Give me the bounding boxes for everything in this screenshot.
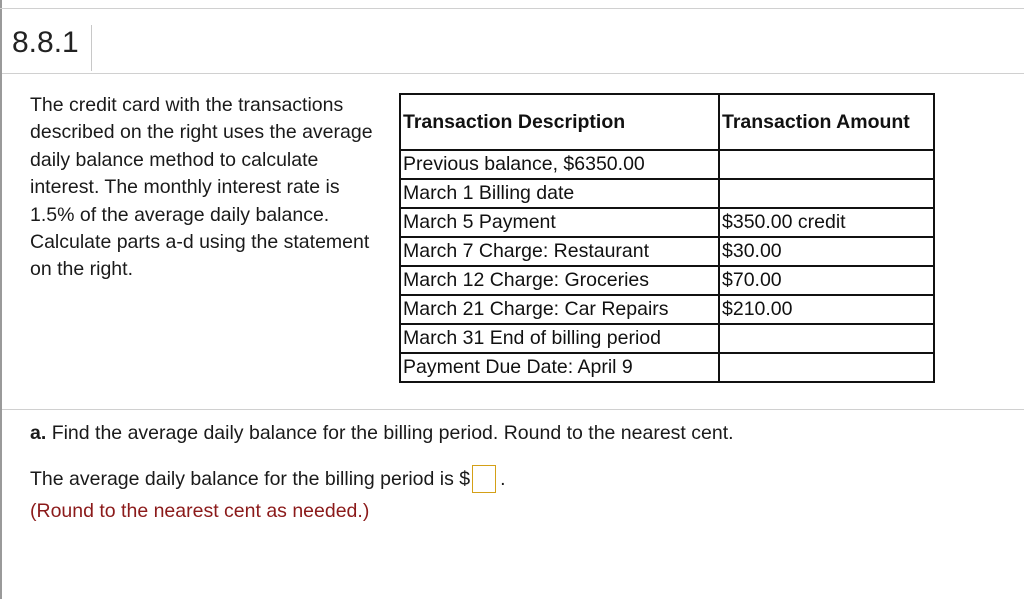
table-cell-amount: $210.00 [719, 295, 934, 324]
table-cell-amount [719, 324, 934, 353]
table-cell-amount: $30.00 [719, 237, 934, 266]
answer-input[interactable] [472, 465, 496, 493]
problem-intro-text: The credit card with the transactions described on the right uses the average daily balance method to calculate interest. The monthly interest rate is 1.5% of the average daily balance. Calculate parts a-d using the statement on the right. [30, 94, 373, 281]
column-header-description: Transaction Description [400, 94, 719, 150]
table-row [400, 208, 934, 237]
section-divider [2, 409, 1024, 410]
answer-suffix: . [500, 467, 506, 490]
table-cell-description: Previous balance, $6350.00 [400, 150, 719, 179]
answer-line [30, 465, 506, 493]
column-header-amount: Transaction Amount [719, 94, 934, 150]
table-row [400, 237, 934, 266]
table-row [400, 150, 934, 179]
table-cell-description: March 1 Billing date [400, 179, 719, 208]
table-cell-amount: $70.00 [719, 266, 934, 295]
answer-prefix: The average daily balance for the billing period is $ [30, 467, 471, 490]
part-a-question-text: Find the average daily balance for the billing period. Round to the nearest cent. [51, 422, 734, 444]
table-row [400, 266, 934, 295]
table-row [400, 324, 934, 353]
table-row [400, 353, 934, 382]
part-a-label: a. [30, 422, 47, 444]
part-a-question [30, 422, 734, 445]
table-cell-description: March 12 Charge: Groceries [400, 266, 719, 295]
table-header-row [400, 94, 934, 150]
transaction-table [399, 93, 935, 383]
table-cell-description: March 5 Payment [400, 208, 719, 237]
table-cell-amount [719, 179, 934, 208]
table-cell-description: March 21 Charge: Car Repairs [400, 295, 719, 324]
table-cell-description: March 31 End of billing period [400, 324, 719, 353]
problem-number: 8.8.1 [12, 25, 92, 71]
table-cell-description: Payment Due Date: April 9 [400, 353, 719, 382]
table-cell-description: March 7 Charge: Restaurant [400, 237, 719, 266]
rounding-note: (Round to the nearest cent as needed.) [30, 500, 370, 522]
problem-header [2, 9, 1024, 74]
table-row [400, 179, 934, 208]
table-cell-amount: $350.00 credit [719, 208, 934, 237]
table-row [400, 295, 934, 324]
table-cell-amount [719, 150, 934, 179]
table-cell-amount [719, 353, 934, 382]
